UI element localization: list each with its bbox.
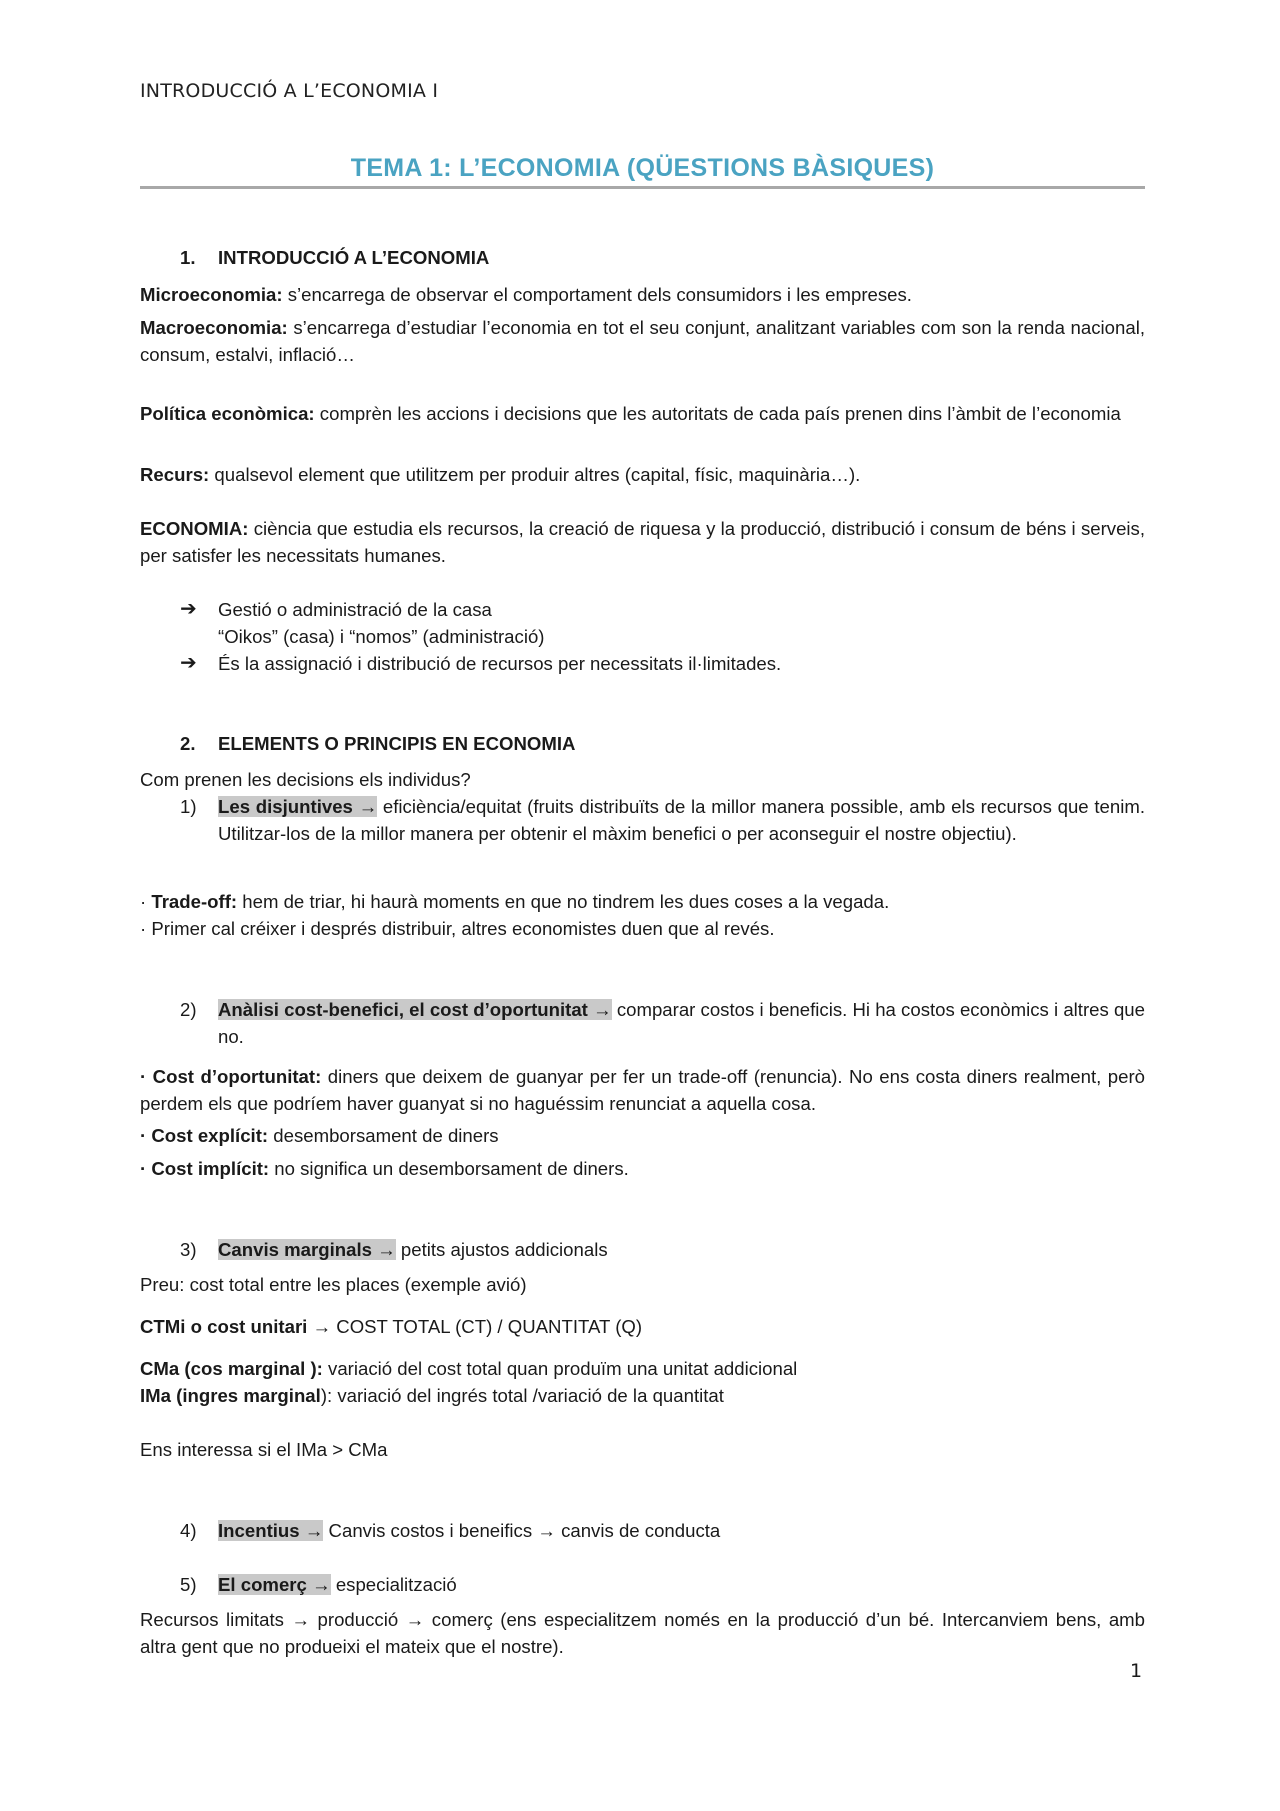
definition-economia: [140, 515, 1145, 569]
principle-number: 4): [180, 1520, 197, 1541]
term: · Cost explícit:: [140, 1125, 269, 1146]
principle-text: [218, 1517, 1145, 1544]
term: Política econòmica:: [140, 403, 315, 424]
definition: desemborsament de diners: [268, 1125, 499, 1146]
section-title: ELEMENTS O PRINCIPIS EN ECONOMIA: [218, 733, 576, 754]
term: ECONOMIA:: [140, 518, 249, 539]
term: CMa (cos marginal ):: [140, 1358, 323, 1379]
principle-number: 5): [180, 1574, 197, 1595]
note-paragraph: Recursos limitats → producció → comerç (ens especialitzem només en la producció d’un bé. Intercanviem bens, amb altra gent que no produeixi el mateix que el nostre).: [140, 1609, 1145, 1657]
definition-cost-explicit: [140, 1122, 1145, 1149]
principle-description: Canvis costos i beneifics → canvis de conducta: [323, 1520, 721, 1541]
page-number: 1: [1130, 1660, 1143, 1682]
list-item-text: Gestió o administració de la casa: [218, 599, 492, 620]
term: Trade-off:: [151, 891, 238, 912]
section-number: 1.: [180, 247, 196, 268]
principle-text: [218, 793, 1145, 847]
running-header: INTRODUCCIÓ A L’ECONOMIA I: [140, 80, 439, 102]
section-heading-1: [180, 244, 1185, 271]
term: IMa (ingres marginal: [140, 1385, 321, 1406]
term: Microeconomia:: [140, 284, 283, 305]
title-divider: [140, 186, 1145, 189]
arrow-right-icon: ➔: [180, 598, 197, 620]
definition: comprèn les accions i decisions que les autoritats de cada país prenen dins l’àmbit de l’economia: [314, 403, 1121, 424]
principle-description: comparar costos i beneficis. Hi ha costos econòmics i altres que no.: [218, 999, 1145, 1047]
highlighted-term: Incentius →: [218, 1520, 324, 1541]
definition-ima: [140, 1382, 1145, 1409]
principle-text: [218, 996, 1145, 1050]
section-heading-2: [180, 730, 1185, 757]
formula-ctmi: [140, 1313, 1145, 1340]
definition: s’encarrega de observar el comportament dels consumidors i les empreses.: [282, 284, 912, 305]
bullet-dot: ·: [140, 891, 152, 912]
term: CTMi o cost unitari: [140, 1316, 308, 1337]
definition: variació del cost total quan produïm una unitat addicional: [322, 1358, 798, 1379]
principle-description: especialització: [330, 1574, 457, 1595]
highlighted-term: Canvis marginals →: [218, 1239, 396, 1260]
principle-number: 2): [180, 999, 197, 1020]
highlighted-term: Les disjuntives →: [218, 796, 378, 817]
tradeoff-line: [140, 888, 1145, 915]
highlighted-term: El comerç →: [218, 1574, 331, 1595]
principle-description: eficiència/equitat (fruits distribuïts de la millor manera possible, amb els recursos que tenim. Utilitzar-los de la millor manera per obtenir el màxim benefici o per aconseguir el nostre objectiu).: [218, 796, 1145, 844]
note-line: · Primer cal créixer i després distribuir, altres economistes duen que al revés.: [140, 918, 775, 939]
definition: s’encarrega d’estudiar l’economia en tot el seu conjunt, analitzant variables com son la renda nacional, consum, estalvi, inflació…: [140, 317, 1145, 365]
question-line: Com prenen les decisions els individus?: [140, 769, 471, 790]
term: · Cost d’oportunitat:: [140, 1066, 322, 1087]
page-title: TEMA 1: L’ECONOMIA (QÜESTIONS BÀSIQUES): [350, 154, 935, 182]
section-title: INTRODUCCIÓ A L’ECONOMIA: [218, 247, 490, 268]
term: Macroeconomia:: [140, 317, 288, 338]
principle-number: 3): [180, 1239, 197, 1260]
term: Recurs:: [140, 464, 210, 485]
note-line: Ens interessa si el IMa > CMa: [140, 1439, 388, 1460]
definition: diners que deixem de guanyar per fer un trade-off (renuncia). No ens costa diners realment, però perdem els que podríem haver guanyat si no haguéssim renunciat a aquella cosa.: [140, 1066, 1145, 1114]
arrow-right-icon: ➔: [180, 652, 197, 674]
definition-recurs: [140, 461, 1145, 488]
list-item-text: És la assignació i distribució de recursos per necessitats il·limitades.: [218, 653, 782, 674]
highlighted-term: Anàlisi cost-benefici, el cost d’oportunitat →: [218, 999, 612, 1020]
definition-cma: [140, 1355, 1145, 1382]
principle-text: [218, 1236, 1145, 1263]
definition-politica-economica: [140, 400, 1145, 427]
definition: hem de triar, hi haurà moments en que no tindrem les dues coses a la vegada.: [237, 891, 890, 912]
note-line: Preu: cost total entre les places (exemple avió): [140, 1274, 527, 1295]
principle-number: 1): [180, 796, 197, 817]
term: · Cost implícit:: [140, 1158, 270, 1179]
definition: ): variació del ingrés total /variació de la quantitat: [320, 1385, 724, 1406]
definition: qualsevol element que utilitzem per produir altres (capital, físic, maquinària…).: [209, 464, 861, 485]
definition-cost-implicit: [140, 1155, 1145, 1182]
definition-cost-oportunitat: [140, 1063, 1145, 1117]
principle-description: petits ajustos addicionals: [395, 1239, 608, 1260]
definition: → COST TOTAL (CT) / QUANTITAT (Q): [307, 1316, 643, 1337]
definition-microeconomia: [140, 281, 1145, 308]
principle-text: [218, 1571, 1145, 1598]
definition-macroeconomia: [140, 314, 1145, 368]
definition: ciència que estudia els recursos, la creació de riquesa y la producció, distribució i consum de béns i serveis, per satisfer les necessitats humanes.: [140, 518, 1145, 566]
section-number: 2.: [180, 733, 196, 754]
definition: no significa un desemborsament de diners.: [269, 1158, 629, 1179]
list-item-text: “Oikos” (casa) i “nomos” (administració): [218, 626, 545, 647]
